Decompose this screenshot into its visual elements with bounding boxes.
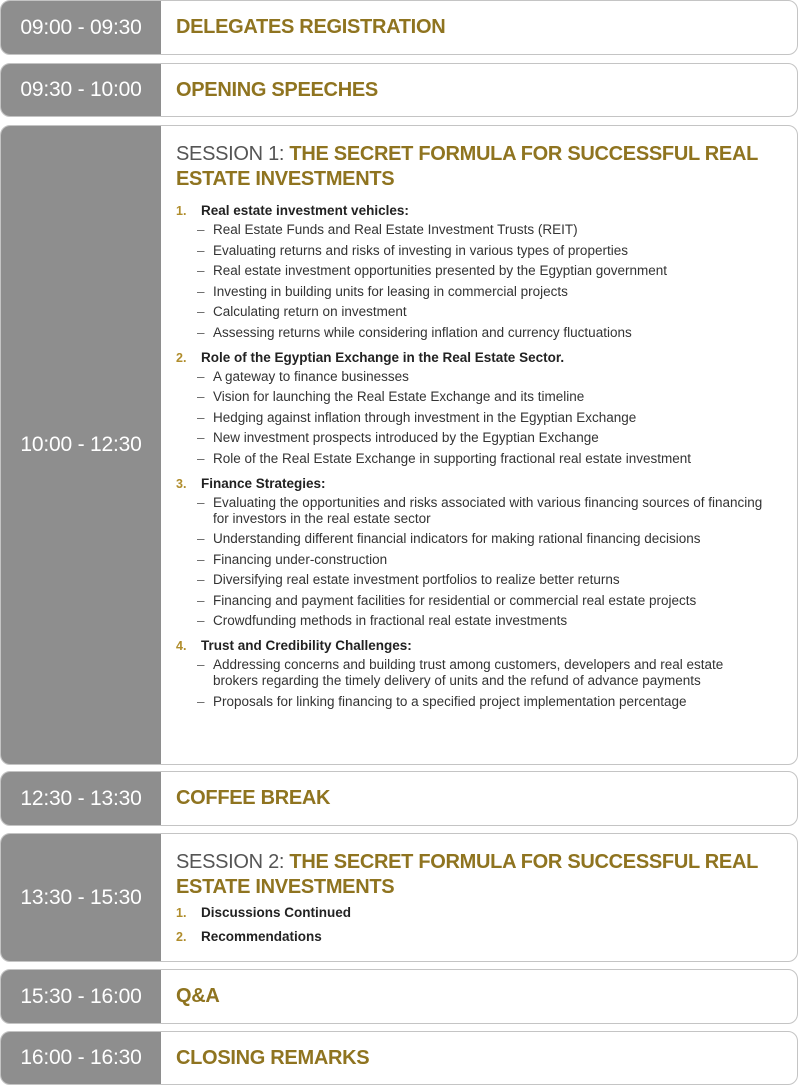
topic-section [176,349,777,467]
topic-items [176,657,777,710]
list-item-text: Calculating return on investment [213,304,407,319]
topic-items [176,495,777,630]
session-sections [176,904,777,946]
topic-number: 1. [176,906,187,920]
list-item [176,657,777,689]
topic-heading [176,202,777,220]
topic-section [176,904,777,922]
agenda-row-opening [0,63,798,117]
dash-bullet: – [197,263,205,278]
time-slot: 16:00 - 16:30 [1,1032,161,1084]
agenda-title: DELEGATES REGISTRATION [176,16,446,38]
dash-bullet: – [197,324,205,340]
list-item [176,243,777,259]
topic-label: Trust and Credibility Challenges: [201,638,412,653]
list-item-text: A gateway to finance businesses [213,368,409,384]
list-item [176,325,777,341]
topic-label: Discussions Continued [201,905,352,920]
session-heading: THE SECRET FORMULA FOR SUCCESSFUL REAL ESTATE INVESTMENTS [176,851,758,898]
topic-label: Role of the Egyptian Exchange in the Real Estate Sector. [201,349,565,365]
dash-bullet: – [197,531,205,546]
agenda-title: COFFEE BREAK [176,787,331,809]
dash-bullet: – [197,450,205,466]
time-slot: 13:30 - 15:30 [1,834,161,961]
dash-bullet: – [197,494,205,510]
list-item [176,613,777,629]
list-item-text: Real Estate Funds and Real Estate Investment Trusts (REIT) [213,222,578,237]
topic-heading [176,928,777,946]
list-item [176,572,777,588]
list-item [176,410,777,426]
list-item-text: Role of the Real Estate Exchange in supporting fractional real estate investment [213,450,692,466]
list-item-text: Real estate investment opportunities presented by the Egyptian government [213,263,668,278]
list-item [176,304,777,320]
topic-section [176,202,777,341]
session-prefix: SESSION 1: [176,143,290,165]
topic-number: 1. [176,204,187,218]
session-heading: THE SECRET FORMULA FOR SUCCESSFUL REAL ESTATE INVESTMENTS [176,143,758,190]
topic-number: 2. [176,930,187,944]
list-item-text: Vision for launching the Real Estate Exchange and its timeline [213,389,585,404]
list-item [176,369,777,385]
dash-bullet: – [197,572,205,587]
topic-section [176,475,777,630]
list-item-text: Assessing returns while considering inflation and currency fluctuations [213,324,632,340]
list-item [176,263,777,279]
dash-bullet: – [197,613,205,628]
list-item-text: Investing in building units for leasing in commercial projects [213,283,568,299]
list-item-text: Evaluating returns and risks of investing in various types of properties [213,242,628,258]
time-slot: 09:30 - 10:00 [1,64,161,116]
list-item-text: Hedging against inflation through investment in the Egyptian Exchange [213,409,637,425]
agenda-row-registration [0,0,798,55]
time-slot: 10:00 - 12:30 [1,126,161,764]
list-item [176,495,777,527]
list-item-text: Evaluating the opportunities and risks associated with various financing sources of financing for investors in the real estate sector [213,494,763,526]
list-item-text: Diversifying real estate investment portfolios to realize better returns [213,572,620,587]
dash-bullet: – [197,551,205,567]
dash-bullet: – [197,409,205,425]
dash-bullet: – [197,242,205,258]
list-item-text: Proposals for linking financing to a specified project implementation percentage [213,693,687,709]
topic-heading [176,637,777,655]
agenda-row-session-2 [0,833,798,962]
list-item [176,531,777,547]
dash-bullet: – [197,222,205,237]
topic-label: Real estate investment vehicles: [201,203,409,218]
list-item [176,593,777,609]
list-item [176,284,777,300]
topic-number: 2. [176,350,187,365]
list-item-text: Understanding different financial indicators for making rational financing decisions [213,531,701,546]
list-item-text: Financing and payment facilities for residential or commercial real estate projects [213,592,697,608]
list-item-text: Addressing concerns and building trust among customers, developers and real estate brokers regarding the timely delivery of units and the refund of advance payments [213,657,724,688]
dash-bullet: – [197,283,205,299]
list-item [176,389,777,405]
list-item [176,451,777,467]
session-title [176,142,777,192]
topic-items [176,222,777,341]
session-prefix: SESSION 2: [176,851,290,873]
dash-bullet: – [197,592,205,608]
list-item-text: Financing under-construction [213,551,388,567]
topic-heading [176,904,777,922]
dash-bullet: – [197,657,205,672]
topic-heading [176,349,777,367]
agenda-title: Q&A [176,985,220,1007]
topic-label: Finance Strategies: [201,475,326,491]
session-sections [176,202,777,710]
list-item [176,552,777,568]
agenda-row-coffee-break [0,771,798,826]
list-item [176,430,777,446]
list-item-text: Crowdfunding methods in fractional real estate investments [213,613,568,628]
agenda-row-session-1 [0,125,798,765]
dash-bullet: – [197,693,205,709]
time-slot: 12:30 - 13:30 [1,772,161,825]
list-item-text: New investment prospects introduced by the Egyptian Exchange [213,430,599,445]
topic-items [176,369,777,467]
agenda-title: CLOSING REMARKS [176,1046,370,1069]
dash-bullet: – [197,389,205,404]
topic-number: 3. [176,476,187,491]
time-slot: 09:00 - 09:30 [1,1,161,54]
agenda-row-qa [0,969,798,1024]
topic-label: Recommendations [201,929,322,944]
topic-section [176,637,777,710]
agenda-row-closing [0,1031,798,1085]
dash-bullet: – [197,430,205,445]
dash-bullet: – [197,304,205,319]
agenda-title: OPENING SPEECHES [176,78,378,101]
dash-bullet: – [197,368,205,384]
topic-heading [176,475,777,493]
list-item [176,222,777,238]
topic-number: 4. [176,639,187,653]
session-title [176,850,777,900]
list-item [176,694,777,710]
time-slot: 15:30 - 16:00 [1,970,161,1023]
topic-section [176,928,777,946]
